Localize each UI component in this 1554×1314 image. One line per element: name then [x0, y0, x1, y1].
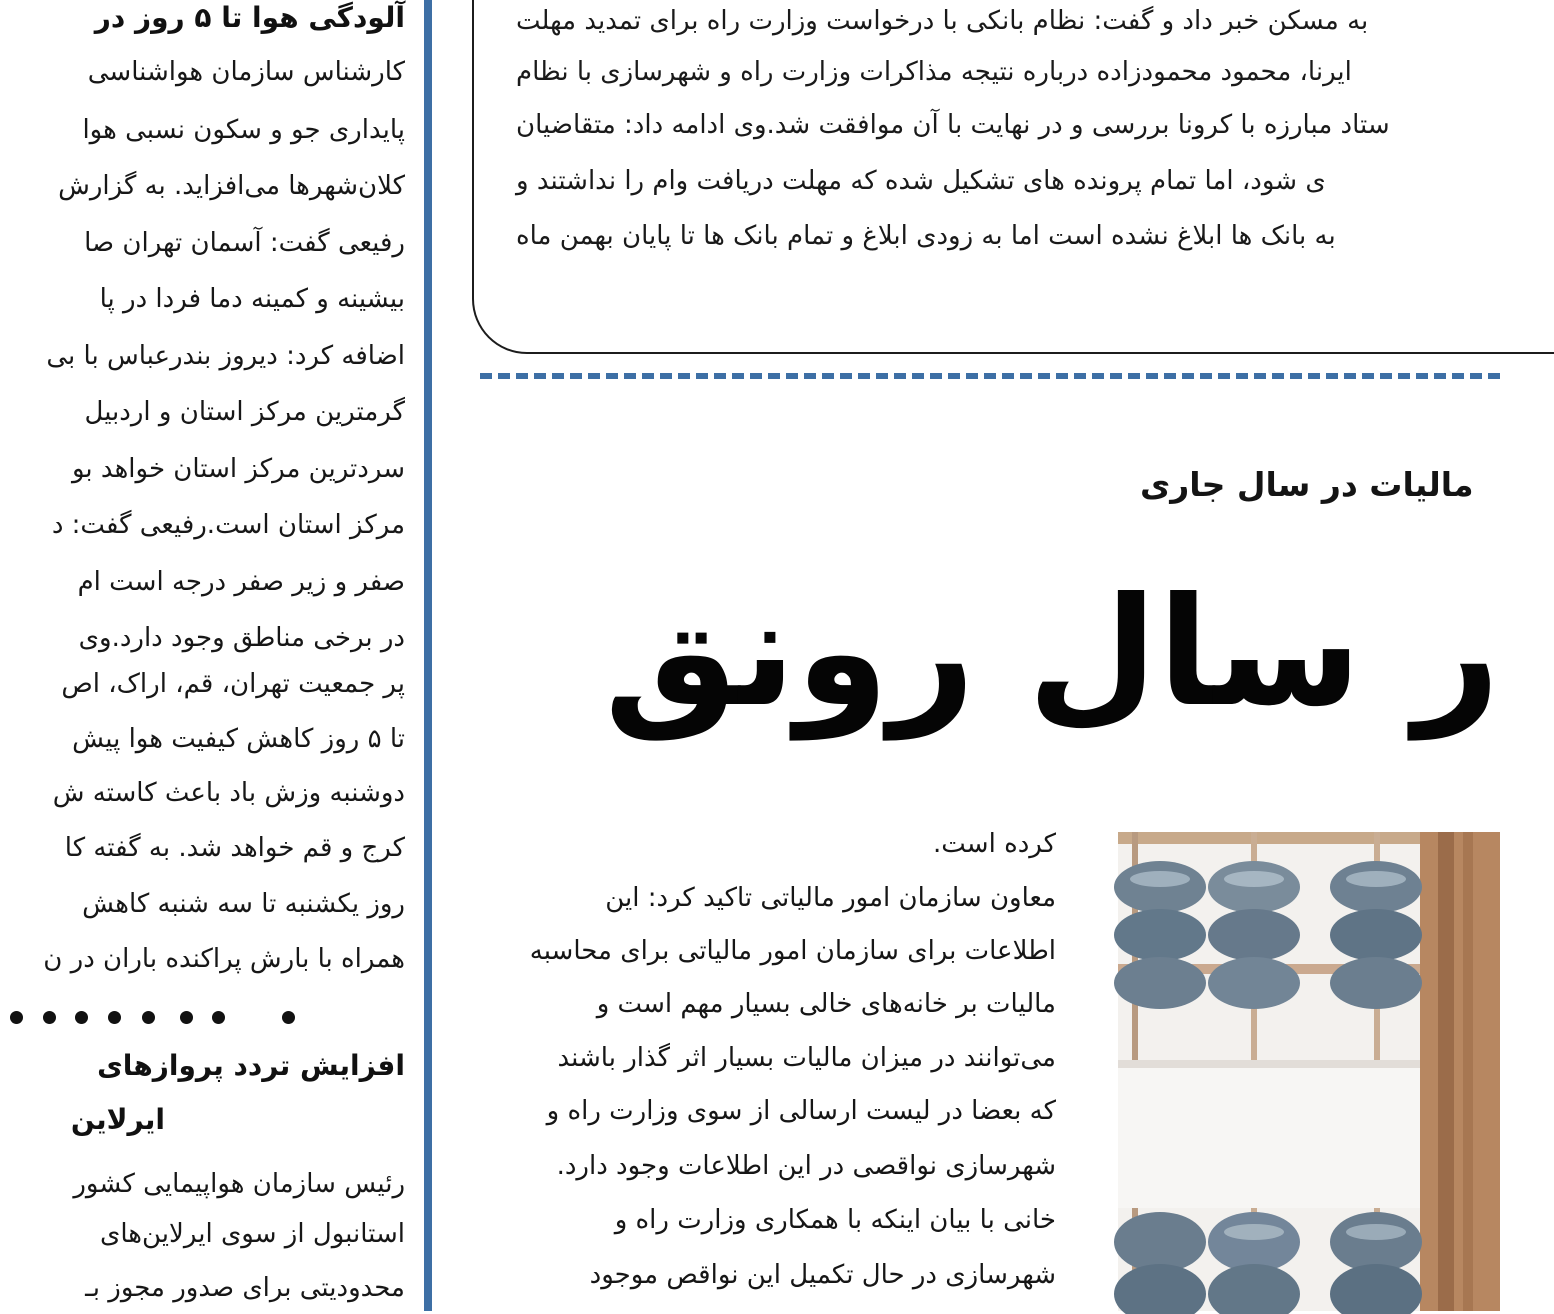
- abacus-photo: [1118, 832, 1500, 1311]
- article-line: معاون سازمان امور مالیاتی تاکید کرد: این: [605, 883, 1056, 913]
- left-column-line: پر جمعیت تهران، قم، اراک، اص: [61, 669, 405, 699]
- left-column-line: محدودیتی برای صدور مجوز بـ: [85, 1273, 405, 1303]
- left-column-line: رفیعی گفت: آسمان تهران صا: [84, 228, 405, 258]
- left-column-second-headline: افزایش تردد پروازهای: [97, 1049, 405, 1082]
- dotted-separator: [0, 1011, 405, 1025]
- left-column-line: گرمترین مرکز استان و اردبیل: [84, 397, 405, 427]
- main-headline: ر سال رونق: [604, 566, 1500, 740]
- article-body: [478, 818, 1056, 1311]
- left-column-second-headline: ایرلاین: [70, 1103, 165, 1136]
- boxed-article: [516, 0, 1500, 270]
- article-line: اطلاعات برای سازمان امور مالیاتی برای محاسبه: [529, 936, 1056, 966]
- headline-kicker: مالیات در سال جاری: [1140, 465, 1474, 504]
- left-column-line: تا ۵ روز کاهش کیفیت هوا پیش: [72, 724, 405, 754]
- left-column-line: کلان‌شهرها می‌افزاید. به گزارش: [58, 171, 405, 201]
- article-line: شهرسازی نواقصی در این اطلاعات وجود دارد.: [556, 1151, 1056, 1181]
- article-line: می‌توانند در میزان مالیات بسیار اثر گذار باشند: [557, 1043, 1056, 1073]
- left-column-line: کارشناس سازمان هواشناسی: [87, 57, 405, 87]
- boxed-article-line: به مسکن خبر داد و گفت: نظام بانکی با درخواست وزارت راه برای تمدید مهلت: [516, 6, 1369, 36]
- article-line: کرده است.: [933, 829, 1056, 859]
- left-column-line: مرکز استان است.رفیعی گفت: د: [51, 510, 405, 540]
- left-column-headline: آلودگی هوا تا ۵ روز در: [94, 1, 405, 34]
- dashed-separator: [480, 373, 1500, 379]
- boxed-article-line: ایرنا، محمود محمودزاده درباره نتیجه مذاکرات وزارت راه و شهرسازی با نظام: [516, 57, 1352, 87]
- article-line: که بعضا در لیست ارسالی از سوی وزارت راه و: [546, 1096, 1056, 1126]
- left-column-line: در برخی مناطق وجود دارد.وی: [78, 623, 405, 653]
- boxed-article-line: ستاد مبارزه با کرونا بررسی و در نهایت با آن موافقت شد.وی ادامه داد: متقاضیان: [516, 110, 1390, 140]
- left-column-line: صفر و زیر صفر درجه است ام: [77, 567, 405, 597]
- left-column-line: اضافه کرد: دیروز بندرعباس با بی: [46, 341, 405, 371]
- left-column-line: بیشینه و کمینه دما فردا در پا: [99, 284, 405, 314]
- left-column-line: همراه با بارش پراکنده باران در ن: [43, 944, 405, 974]
- article-line: خانی با بیان اینکه با همکاری وزارت راه و: [614, 1205, 1056, 1235]
- left-column-line: پایداری جو و سکون نسبی هوا: [82, 115, 405, 145]
- left-column-line: رئیس سازمان هواپیمایی کشور: [73, 1169, 405, 1199]
- left-column: [0, 0, 405, 1311]
- article-line: شهرسازی در حال تکمیل این نواقص موجود: [589, 1260, 1056, 1290]
- article-line: مالیات بر خانه‌های خالی بسیار مهم است و: [596, 989, 1056, 1019]
- left-column-line: استانبول از سوی ایرلاین‌های: [100, 1219, 405, 1249]
- left-column-line: کرج و قم خواهد شد. به گفته کا: [64, 833, 405, 863]
- left-column-line: سردترین مرکز استان خواهد بو: [72, 454, 405, 484]
- boxed-article-line: به بانک ها ابلاغ نشده است اما به زودی ابلاغ و تمام بانک ها تا پایان بهمن ماه: [516, 221, 1336, 251]
- boxed-article-line: ی شود، اما تمام پرونده های تشکیل شده که مهلت دریافت وام را نداشتند و: [516, 166, 1326, 196]
- left-column-line: دوشنبه وزش باد باعث کاسته ش: [52, 778, 405, 808]
- column-divider: [424, 0, 432, 1311]
- left-column-line: روز یکشنبه تا سه شنبه کاهش: [82, 889, 405, 919]
